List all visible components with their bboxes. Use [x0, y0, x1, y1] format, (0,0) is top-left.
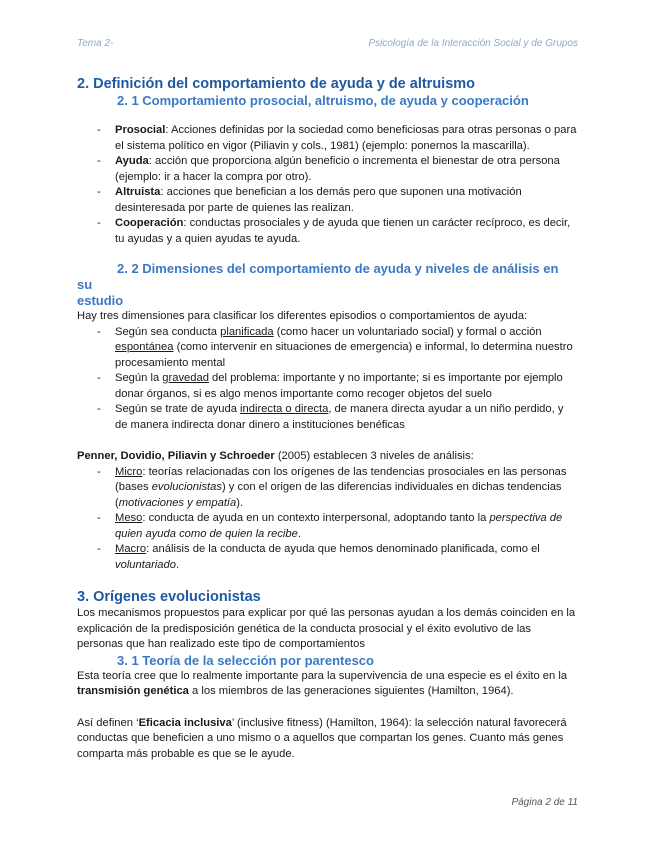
subsection-2-1-title: 2. 1 Comportamiento prosocial, altruismo, de ayuda y cooperación: [117, 93, 529, 108]
list-item: - Micro: teorías relacionadas con los orígenes de las tendencias prosociales en las personas (bases evolucionistas) y con el origen de las diferencias individuales en dichas tendencias (motivaciones y empatía).: [77, 465, 577, 512]
list-item: - Macro: análisis de la conducta de ayuda que hemos denominado planificada, como el voluntariado.: [77, 542, 577, 573]
section-3-title: 3. Orígenes evolucionistas: [77, 589, 261, 605]
list-item: - Altruista: acciones que benefician a los demás pero que suponen una motivación desinteresada por parte de quienes las realizan.: [77, 185, 577, 216]
section-3-intro: Los mecanismos propuestos para explicar por qué las personas ayudan a los demás coinciden en la explicación de la predisposición genética de la conducta prosocial y el éxito evolutivo de las personas que han realizado este tipo de comportamientos: [77, 607, 576, 650]
list-item: - Prosocial: Acciones definidas por la sociedad como beneficiosas para otras personas o para el sistema político en vigor (Piliavin y cols., 1981) (ejemplo: ponernos la mascarilla).: [77, 123, 577, 154]
page-number: Página 2 de 11: [511, 797, 578, 808]
document-body: [77, 76, 577, 762]
definitions-list: [77, 123, 577, 247]
header-right: Psicología de la Interacción Social y de Grupos: [368, 38, 578, 49]
section-2-title: 2. Definición del comportamiento de ayuda y de altruismo: [77, 76, 476, 92]
list-item: - Según se trate de ayuda indirecta o directa, de manera directa ayudar a un niño perdido, y de manera indirecta donar dinero a instituciones benéficas: [77, 402, 577, 433]
subsection-3-1-title: 3. 1 Teoría de la selección por parentesco: [117, 652, 374, 668]
list-item: - Ayuda: acción que proporciona algún beneficio o incrementa el bienestar de otra persona (ejemplo: ir a hacer la compra por otro).: [77, 154, 577, 185]
analysis-levels-list: [77, 465, 577, 574]
subsection-2-2-title: 2. 2 Dimensiones del comportamiento de ayuda y niveles de análisis en su estudio: [77, 261, 559, 308]
list-item: - Meso: conducta de ayuda en un contexto interpersonal, adoptando tanto la perspectiva de quien ayuda como de quien la recibe.: [77, 511, 577, 542]
dimensions-intro: Hay tres dimensiones para clasificar los diferentes episodios o comportamientos de ayuda:: [77, 310, 528, 322]
kin-selection-paragraph: Esta teoría cree que lo realmente importante para la supervivencia de una especie es el éxito en la transmisión genética a los miembros de las generaciones siguientes (Hamilton, 1964).: [77, 669, 568, 697]
list-item: - Cooperación: conductas prosociales y de ayuda que tienen un carácter recíproco, es decir, tu ayudas y a quien ayudas te ayuda.: [77, 216, 577, 247]
header-left: Tema 2-: [77, 38, 114, 49]
dimensions-list: [77, 325, 577, 434]
list-item: - Según la gravedad del problema: importante y no importante; si es importante por ejemplo donar órganos, si es algo menos importante como recoger objetos del suelo: [77, 371, 577, 402]
analysis-levels-intro: Penner, Dovidio, Piliavin y Schroeder (2005) establecen 3 niveles de análisis:: [77, 450, 474, 462]
list-item: - Según sea conducta planificada (como hacer un voluntariado social) y formal o acción espontánea (como intervenir en situaciones de emergencia) e informal, lo determina nuestro procesamiento mental: [77, 325, 577, 372]
inclusive-fitness-paragraph: Así definen ‘Eficacia inclusiva’ (inclusive fitness) (Hamilton, 1964): la selección natural favorecerá conductas que beneficien a uno mismo o a aquellos que compartan los genes. Cuanto más genes comparta más probable es que se le ayude.: [77, 716, 567, 760]
